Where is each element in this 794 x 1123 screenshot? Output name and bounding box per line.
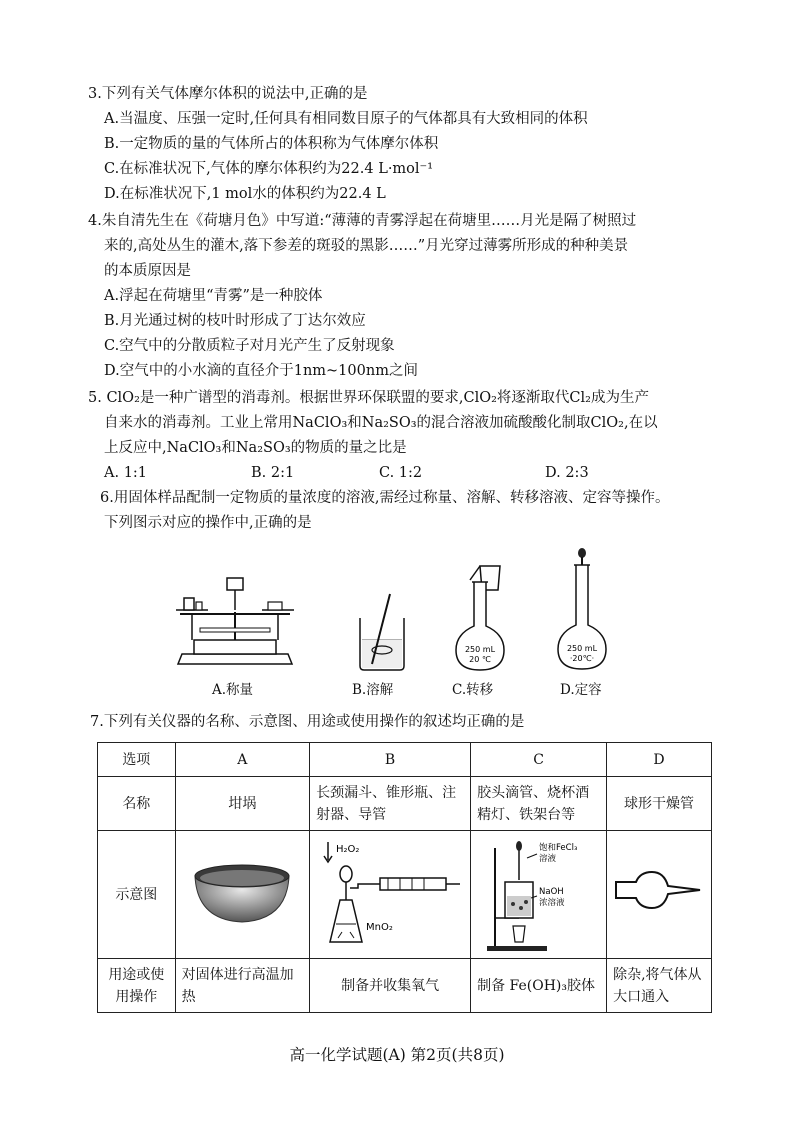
page-footer: 高一化学试题(A) 第2页(共8页) — [289, 1046, 505, 1064]
q5-option-a: A. 1:1 — [104, 465, 148, 481]
diagram-a — [175, 831, 309, 959]
q5-option-c: C. 1:2 — [379, 465, 423, 481]
crucible-icon — [187, 856, 297, 926]
diagram-c — [471, 831, 607, 959]
q4-stem-line2: 来的,高处丛生的灌木,落下参差的斑驳的黑影……”月光穿过薄雾所形成的种种美景 — [104, 238, 629, 254]
oxygen-apparatus-figure — [310, 834, 470, 956]
use-a: 对固体进行高温加热 — [175, 959, 309, 1013]
q7-stem: 7.下列有关仪器的名称、示意图、用途或使用操作的叙述均正确的是 — [90, 714, 525, 730]
table-header-row — [98, 743, 712, 777]
use-c: 制备 Fe(OH)₃胶体 — [471, 959, 607, 1013]
table-row-name — [98, 777, 712, 831]
q5-option-d: D. 2:3 — [545, 465, 589, 481]
q7-table — [97, 742, 712, 1013]
colloid-apparatus-figure — [471, 834, 606, 956]
flask-volume-figure — [552, 545, 612, 675]
q3-option-c: C.在标准状况下,气体的摩尔体积约为22.4 L·mol⁻¹ — [104, 161, 434, 177]
flask-c-temp: 20 ℃ — [469, 655, 491, 664]
header-option: 选项 — [98, 743, 176, 777]
label-naoh-2: 浓溶液 — [539, 897, 565, 908]
diagram-b — [310, 831, 471, 959]
q3-option-a: A.当温度、压强一定时,任何具有相同数目原子的气体都具有大致相同的体积 — [104, 111, 588, 127]
name-a: 坩埚 — [175, 777, 309, 831]
q6-stem-line2: 下列图示对应的操作中,正确的是 — [104, 515, 312, 531]
q5-stem-line2: 自来水的消毒剂。工业上常用NaClO₃和Na₂SO₃的混合溶液加硫酸酸化制取ClO₂,在以 — [104, 415, 658, 431]
caption-c-transfer: C.转移 — [452, 682, 494, 698]
table-row-use — [98, 959, 712, 1013]
beaker-stirring-figure — [352, 592, 412, 672]
header-d: D — [607, 743, 712, 777]
label-fecl3-2: 溶液 — [539, 853, 557, 864]
q6-stem-line1: 6.用固体样品配制一定物质的量浓度的溶液,需经过称量、溶解、转移溶液、定容等操作。 — [100, 490, 670, 506]
caption-d-volume: D.定容 — [560, 682, 602, 698]
use-b: 制备并收集氧气 — [310, 959, 471, 1013]
q4-option-b: B.月光通过树的枝叶时形成了丁达尔效应 — [104, 313, 366, 329]
row-label-diagram: 示意图 — [98, 831, 176, 959]
q5-stem-line1: 5. ClO₂是一种广谱型的消毒剂。根据世界环保联盟的要求,ClO₂将逐渐取代Cl₂成为生产 — [88, 390, 649, 406]
name-d: 球形干燥管 — [607, 777, 712, 831]
flask-transfer-figure — [450, 560, 510, 675]
drying-tube-icon — [614, 866, 704, 916]
label-h2o2: H₂O₂ — [336, 843, 360, 855]
table-row-diagram — [98, 831, 712, 959]
row-label-name: 名称 — [98, 777, 176, 831]
name-b: 长颈漏斗、锥形瓶、注射器、导管 — [310, 777, 471, 831]
caption-a-weighing: A.称量 — [212, 682, 254, 698]
flask-c-volume: 250 mL — [464, 645, 496, 654]
label-naoh-1: NaOH — [539, 886, 564, 897]
label-fecl3-1: 饱和FeCl₃ — [539, 842, 578, 853]
label-mno2: MnO₂ — [366, 921, 393, 933]
q4-stem-line1: 4.朱自清先生在《荷塘月色》中写道:“薄薄的青雾浮起在荷塘里……月光是隔了树照过 — [88, 213, 637, 229]
q4-option-c: C.空气中的分散质粒子对月光产生了反射现象 — [104, 338, 395, 354]
use-d: 除杂,将气体从大口通入 — [607, 959, 712, 1013]
q5-option-b: B. 2:1 — [251, 465, 295, 481]
q3-stem: 3.下列有关气体摩尔体积的说法中,正确的是 — [88, 86, 368, 102]
q3-option-d: D.在标准状况下,1 mol水的体积约为22.4 L — [104, 186, 386, 202]
caption-b-dissolving: B.溶解 — [352, 682, 394, 698]
header-c: C — [471, 743, 607, 777]
name-c: 胶头滴管、烧杯酒精灯、铁架台等 — [471, 777, 607, 831]
q4-option-a: A.浮起在荷塘里“青雾”是一种胶体 — [104, 288, 323, 304]
header-b: B — [310, 743, 471, 777]
balance-figure — [170, 572, 300, 672]
flask-d-volume: 250 mL — [566, 644, 598, 653]
diagram-d — [607, 831, 712, 959]
header-a: A — [175, 743, 309, 777]
q4-option-d: D.空气中的小水滴的直径介于1nm~100nm之间 — [104, 363, 418, 379]
q3-option-b: B.一定物质的量的气体所占的体积称为气体摩尔体积 — [104, 136, 439, 152]
row-label-use: 用途或使用操作 — [98, 959, 176, 1013]
q5-stem-line3: 上反应中,NaClO₃和Na₂SO₃的物质的量之比是 — [104, 440, 407, 456]
flask-d-temp: ·20℃· — [569, 654, 595, 663]
q4-stem-line3: 的本质原因是 — [104, 263, 191, 279]
